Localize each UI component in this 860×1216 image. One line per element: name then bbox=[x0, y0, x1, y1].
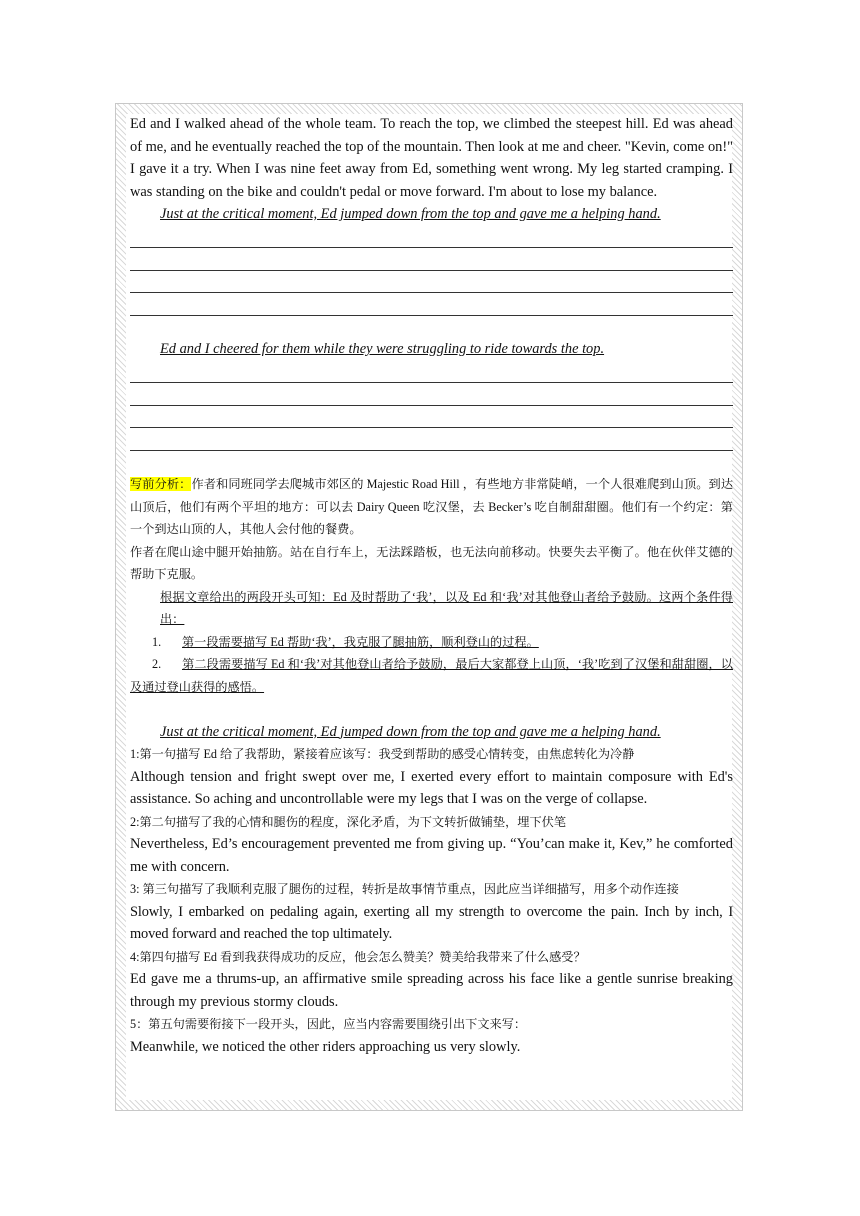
paragraph1-opening: Just at the critical moment, Ed jumped down from the top and gave me a helping hand. bbox=[160, 206, 661, 222]
writing-line[interactable] bbox=[130, 428, 733, 451]
point-number: 2. bbox=[152, 657, 162, 671]
writing-lines-paragraph1 bbox=[130, 226, 733, 316]
step-note-1: 1:第一句描写 Ed 给了我帮助，紧接着应该写：我受到帮助的感受心情转变，由焦虑转化为冷静 bbox=[130, 747, 635, 761]
writing-line[interactable] bbox=[130, 406, 733, 429]
step-note-5: 5：第五句需要衔接下一段开头，因此，应当内容需要围绕引出下文来写： bbox=[130, 1017, 527, 1031]
analysis-summary: 作者和同班同学去爬城市郊区的 Majestic Road Hill ，有些地方非常陡峭，一个人很难爬到山顶。到达山顶后，他们有两个平坦的地方：可以去 Dairy Queen 吃汉堡，去 Becker’s 吃自制甜甜圈。他们有一个约定：第一个到达山顶的人，其他人会付他的餐费。 bbox=[130, 477, 734, 536]
analysis-label: 写前分析： bbox=[130, 477, 192, 491]
analysis-conclusion-text: 根据文章给出的两段开头可知：Ed 及时帮助了‘我’，以及 Ed 和‘我’对其他登山者给予鼓励。这两个条件得出： bbox=[160, 589, 733, 626]
step-note-3: 3: 第三句描写了我顺利克服了腿伤的过程，转折是故事情节重点，因此应当详细描写，用多个动作连接 bbox=[130, 882, 679, 896]
paragraph2-opening: Ed and I cheered for them while they were struggling to ride towards the top. bbox=[160, 341, 605, 357]
point-text: 第一段需要描写 Ed 帮助‘我’，我克服了腿抽筋，顺利登山的过程。 bbox=[182, 634, 539, 649]
story-passage: Ed and I walked ahead of the whole team. To reach the top, we climbed the steepest hill. Ed was ahead of me, and he eventually reached the top of the mountain. Then look at me and cheer. "Kevin, come on!" I gave it a try. When I was nine feet away from Ed, something went wrong. My leg started cramping. I was standing on the bike and couldn't pedal or move forward. I'm about to lose my balance. bbox=[130, 116, 733, 200]
spacer bbox=[130, 698, 733, 721]
writing-lines-paragraph2 bbox=[130, 361, 733, 451]
point-number: 1. bbox=[152, 634, 162, 649]
writing-line[interactable] bbox=[130, 271, 733, 294]
writing-line[interactable] bbox=[130, 361, 733, 384]
step-note-2: 2:第二句描写了我的心情和腿伤的程度，深化矛盾，为下文转折做铺垫，埋下伏笔 bbox=[130, 814, 567, 829]
analysis-point-2 bbox=[130, 653, 733, 698]
writing-line[interactable] bbox=[130, 226, 733, 249]
writing-line[interactable] bbox=[130, 293, 733, 316]
spacer bbox=[130, 316, 733, 339]
analysis-summary-2: 作者在爬山途中腿开始抽筋。站在自行车上，无法踩踏板，也无法向前移动。快要失去平衡了。他在伙伴艾德的帮助下克服。 bbox=[130, 544, 733, 581]
point-text: 第二段需要描写 Ed 和‘我’对其他登山者给予鼓励，最后大家都登上山顶，‘我’吃到了汉堡和甜甜圈，以及通过登山获得的感悟。 bbox=[130, 657, 733, 694]
sample-opening: Just at the critical moment, Ed jumped down from the top and gave me a helping hand. bbox=[160, 723, 661, 740]
step-text-3: Slowly, I embarked on pedaling again, exerting all my strength to overcome the pain. Inch by inch, I moved forward and reached the top ultimately. bbox=[130, 903, 733, 942]
writing-line[interactable] bbox=[130, 248, 733, 271]
analysis-intro bbox=[130, 473, 733, 541]
writing-line[interactable] bbox=[130, 383, 733, 406]
analysis-point-1 bbox=[130, 631, 733, 654]
step-text-4: Ed gave me a thrums-up, an affirmative smile spreading across his face like a gentle sunrise breaking through my previous stormy clouds. bbox=[130, 971, 733, 1010]
step-text-2: Nevertheless, Ed’s encouragement prevented me from giving up. “You’can make it, Kev,” he comforted me with concern. bbox=[130, 836, 733, 875]
spacer bbox=[130, 451, 733, 474]
step-text-5: Meanwhile, we noticed the other riders approaching us very slowly. bbox=[130, 1038, 521, 1055]
step-text-1: Although tension and fright swept over me, I exerted every effort to maintain composure with Ed's assistance. So aching and uncontrollable were my legs that I was on the verge of collapse. bbox=[130, 768, 733, 807]
analysis-conclusion bbox=[130, 586, 733, 631]
document-content bbox=[130, 113, 733, 1058]
step-note-4: 4:第四句描写 Ed 看到我获得成功的反应，他会怎么赞美？赞美给我带来了什么感受？ bbox=[130, 949, 586, 964]
